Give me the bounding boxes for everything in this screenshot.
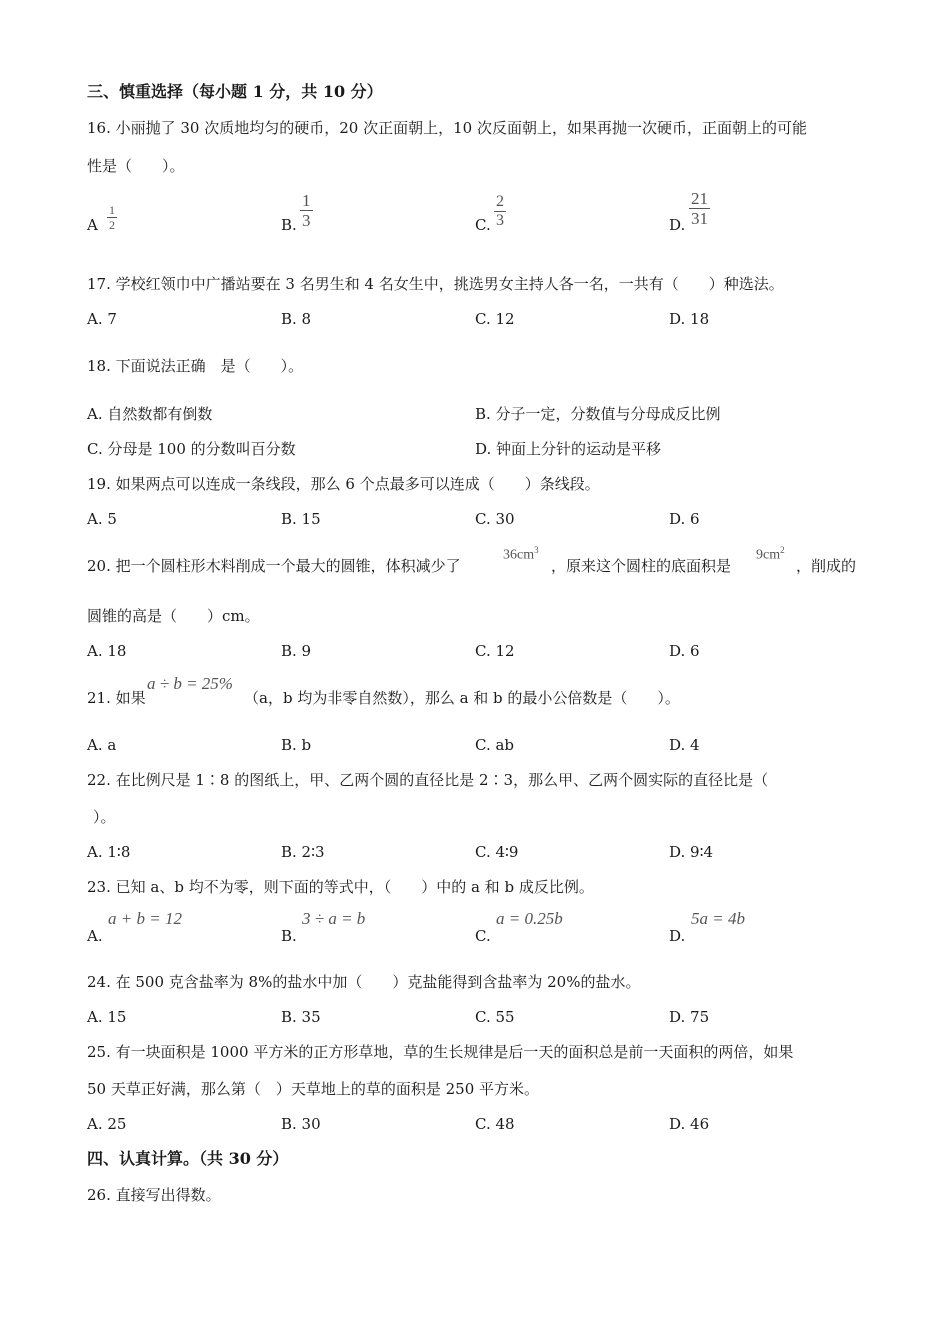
q22-option-a: A. 1∶8: [87, 843, 131, 861]
q26-text: 26. 直接写出得数。: [87, 1186, 221, 1204]
q21-option-c: C. ab: [475, 736, 515, 754]
q20-text-part2: ，原来这个圆柱的底面积是: [551, 557, 732, 575]
q21-text-suffix: （a，b 均为非零自然数），那么 a 和 b 的最小公倍数是（ ）。: [244, 689, 680, 707]
q16-option-c-fraction: [494, 194, 506, 229]
q23-option-d-label: D.: [669, 927, 686, 945]
q20-text-part1: 20. 把一个圆柱形木料削成一个最大的圆锥，体积减少了: [87, 557, 461, 575]
q20-text-part3: ，削成的: [796, 557, 857, 575]
q22-option-c: C. 4∶9: [475, 843, 519, 861]
q16-text-line1: 16. 小丽抛了 30 次质地均匀的硬币，20 次正面朝上，10 次反面朝上，如果再抛一次硬币，正面朝上的可能: [87, 119, 807, 137]
q18-option-d: D. 钟面上分针的运动是平移: [475, 440, 662, 458]
fraction-denominator: 31: [691, 209, 708, 228]
q16-option-d-label: D.: [669, 216, 686, 234]
fraction-denominator: 3: [302, 211, 311, 230]
q23-option-b-formula: 3 ÷ a = b: [302, 909, 366, 928]
q19-option-b: B. 15: [281, 510, 321, 528]
q16-text-line2: 性是（ ）。: [87, 157, 185, 175]
q18-option-b: B. 分子一定，分数值与分母成反比例: [475, 405, 721, 423]
q20-area: [756, 545, 785, 564]
q23-option-c-label: C.: [475, 927, 491, 945]
fraction-numerator: 2: [496, 193, 504, 210]
q20-area-value: 9cm: [756, 547, 781, 563]
q20-volume-exponent: 3: [534, 545, 539, 555]
q20-option-c: C. 12: [475, 642, 515, 660]
q24-option-b: B. 35: [281, 1008, 321, 1026]
q20-option-a: A. 18: [87, 642, 127, 660]
q17-option-b: B. 8: [281, 310, 312, 328]
q23-option-b-label: B.: [281, 927, 297, 945]
q16-option-b-fraction: [300, 192, 313, 229]
fraction-numerator: 21: [691, 189, 708, 208]
q17-option-a: A. 7: [87, 310, 117, 328]
q21-option-a: A. a: [87, 736, 117, 754]
q25-text-line1: 25. 有一块面积是 1000 平方米的正方形草地，草的生长规律是后一天的面积总是前一天面积的两倍，如果: [87, 1043, 794, 1061]
section-4-title: 四、认真计算。（共 30 分）: [87, 1149, 289, 1168]
section-3-title: 三、慎重选择（每小题 1 分，共 10 分）: [87, 82, 383, 101]
q25-option-a: A. 25: [87, 1115, 127, 1133]
q24-option-c: C. 55: [475, 1008, 515, 1026]
q24-option-a: A. 15: [87, 1008, 127, 1026]
q21-formula: a ÷ b = 25%: [147, 674, 233, 693]
q19-option-d: D. 6: [669, 510, 700, 528]
q22-text-line2: ）。: [93, 808, 116, 826]
q19-option-c: C. 30: [475, 510, 515, 528]
q21-option-d: D. 4: [669, 736, 700, 754]
q16-option-a-label: A: [87, 216, 98, 234]
q18-option-c: C. 分母是 100 的分数叫百分数: [87, 440, 296, 458]
q20-volume-value: 36cm: [503, 547, 535, 563]
q16-option-d-fraction: [689, 190, 710, 227]
q18-text: 18. 下面说法正确 是（ ）。: [87, 357, 304, 375]
q23-option-d-formula: 5a = 4b: [691, 909, 745, 928]
q25-option-c: C. 48: [475, 1115, 515, 1133]
q21-option-b: B. b: [281, 736, 312, 754]
q17-text: 17. 学校红领巾中广播站要在 3 名男生和 4 名女生中，挑选男女主持人各一名，一共有（ ）种选法。: [87, 275, 784, 293]
q20-option-d: D. 6: [669, 642, 700, 660]
fraction-denominator: 3: [496, 212, 504, 229]
q22-option-b: B. 2∶3: [281, 843, 325, 861]
q25-option-b: B. 30: [281, 1115, 321, 1133]
q20-text-line2: 圆锥的高是（ ）cm。: [87, 607, 260, 625]
q25-option-d: D. 46: [669, 1115, 710, 1133]
q19-option-a: A. 5: [87, 510, 117, 528]
q22-text-line1: 22. 在比例尺是 1∶8 的图纸上，甲、乙两个圆的直径比是 2∶3，那么甲、乙两个圆实际的直径比是（: [87, 771, 769, 789]
q20-option-b: B. 9: [281, 642, 312, 660]
q23-option-a-formula: a + b = 12: [108, 909, 182, 928]
fraction-denominator: 2: [109, 218, 115, 232]
q20-volume: [503, 545, 539, 564]
q16-option-c-label: C.: [475, 216, 491, 234]
q23-text: 23. 已知 a、b 均不为零，则下面的等式中，（ ）中的 a 和 b 成反比例。: [87, 878, 594, 896]
q23-option-a-label: A.: [87, 927, 103, 945]
q20-area-exponent: 2: [780, 545, 785, 555]
q23-option-c-formula: a = 0.25b: [496, 909, 563, 928]
q19-text: 19. 如果两点可以连成一条线段，那么 6 个点最多可以连成（ ）条线段。: [87, 475, 600, 493]
q22-option-d: D. 9∶4: [669, 843, 714, 861]
q17-option-c: C. 12: [475, 310, 515, 328]
q24-text: 24. 在 500 克含盐率为 8%的盐水中加（ ）克盐能得到含盐率为 20%的盐水。: [87, 973, 641, 991]
fraction-numerator: 1: [109, 203, 115, 217]
q16-option-b-label: B.: [281, 216, 297, 234]
q24-option-d: D. 75: [669, 1008, 710, 1026]
q18-option-a: A. 自然数都有倒数: [87, 405, 213, 423]
q25-text-line2: 50 天草正好满，那么第（ ）天草地上的草的面积是 250 平方米。: [87, 1080, 540, 1098]
q21-text-prefix: 21. 如果: [87, 689, 146, 707]
q16-option-a-fraction: [107, 204, 117, 231]
fraction-numerator: 1: [302, 191, 311, 210]
q17-option-d: D. 18: [669, 310, 710, 328]
